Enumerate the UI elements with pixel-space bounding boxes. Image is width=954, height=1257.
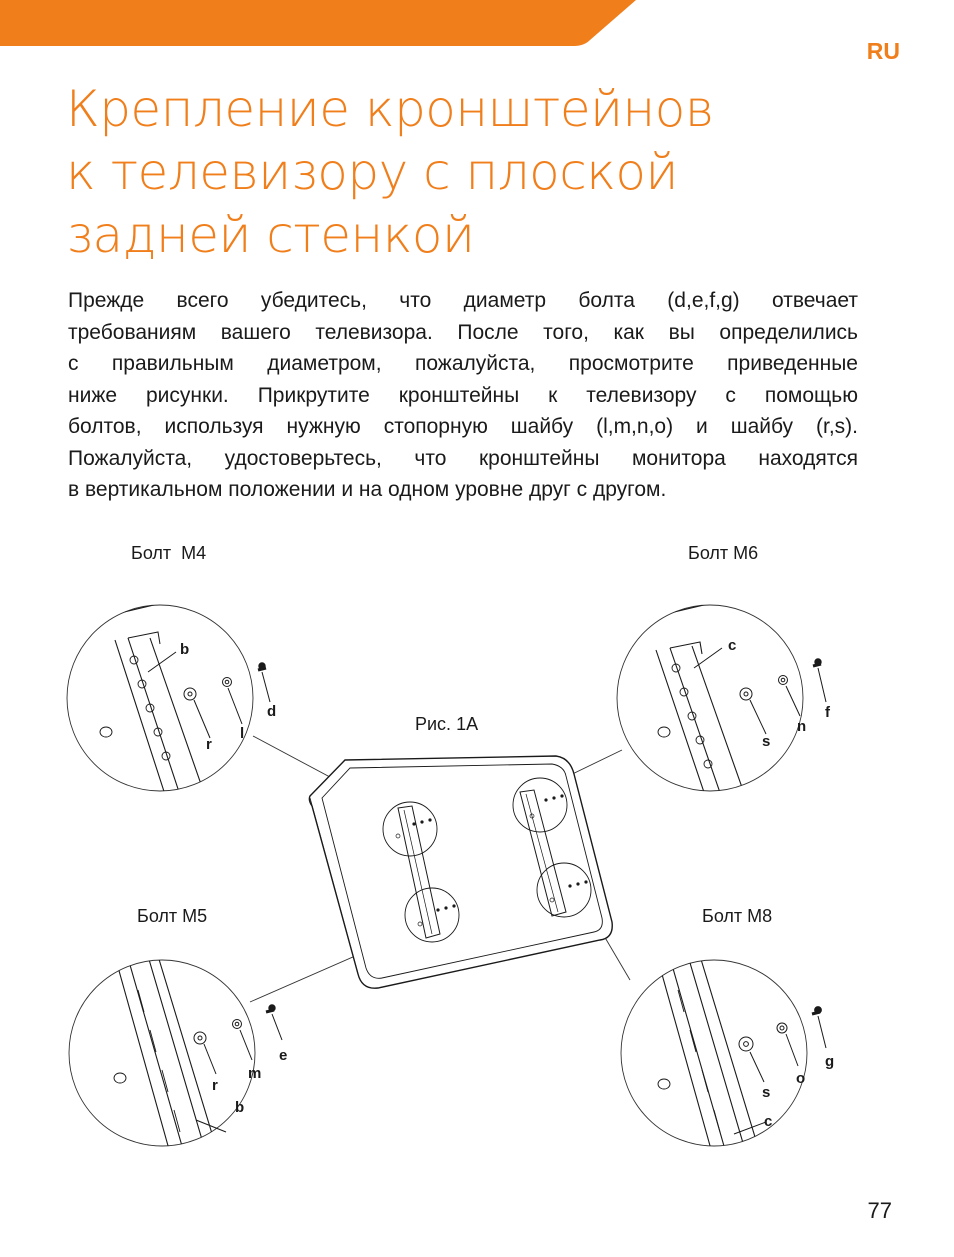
bolt-m8-label: Болт M8	[702, 906, 773, 926]
bolt-m4-label: Болт M4	[131, 543, 207, 563]
part-label-bracket: c	[728, 637, 737, 654]
paragraph-line: с правильным диаметром, пожалуйста, просмотрите приведенные	[68, 352, 858, 375]
part-label-bolt: d	[267, 703, 277, 720]
part-label-bolt: f	[825, 704, 830, 721]
part-label-washer: r	[212, 1077, 218, 1094]
part-label-bracket: b	[180, 641, 190, 658]
part-label-bolt: e	[279, 1047, 288, 1064]
part-label-bracket: c	[764, 1113, 773, 1130]
part-label-washer: s	[762, 733, 771, 750]
paragraph-line: болтов, используя нужную стопорную шайбу (l,m,n,o) и шайбу (r,s).	[68, 415, 858, 438]
paragraph-line: требованиям вашего телевизора. После того, как вы определились	[68, 320, 858, 344]
part-label-bolt: g	[825, 1053, 835, 1070]
part-label-lockwasher: o	[796, 1070, 806, 1087]
header-accent-band	[0, 0, 954, 48]
tv-back-panel	[309, 756, 612, 988]
page-number: 77	[867, 1198, 892, 1223]
part-label-washer: r	[206, 736, 212, 753]
bolt-m5-label: Болт M5	[137, 906, 208, 926]
bolt-m6-label: Болт M6	[688, 543, 759, 563]
instruction-paragraph	[68, 285, 858, 506]
detail-m5	[69, 956, 287, 1160]
part-label-washer: s	[762, 1084, 771, 1101]
detail-m8	[621, 956, 834, 1160]
title-line: Крепление кронштейнов	[66, 80, 714, 138]
paragraph-line: Пожалуйста, удостоверьтесь, что кронштейны монитора находятся	[68, 446, 858, 470]
title-line: к телевизору с плоской	[66, 143, 678, 201]
part-label-lockwasher: n	[797, 718, 807, 735]
title-line: задней стенкой	[66, 206, 475, 264]
language-badge: RU	[866, 38, 900, 64]
bracket-mounting-diagram	[0, 560, 954, 1200]
part-label-bracket: b	[235, 1099, 245, 1116]
page-title	[66, 78, 886, 267]
part-label-lockwasher: m	[248, 1065, 262, 1082]
paragraph-line: ниже рисунки. Прикрутите кронштейны к телевизору с помощью	[68, 383, 858, 407]
part-label-lockwasher: l	[240, 725, 245, 742]
detail-m4	[67, 580, 276, 810]
paragraph-line: в вертикальном положении и на одном уровне друг с другом.	[68, 478, 667, 501]
paragraph-line: Прежде всего убедитесь, что диаметр болта (d,e,f,g) отвечает	[68, 289, 858, 312]
detail-m6	[617, 580, 831, 810]
figure-caption: Рис. 1A	[415, 714, 479, 734]
